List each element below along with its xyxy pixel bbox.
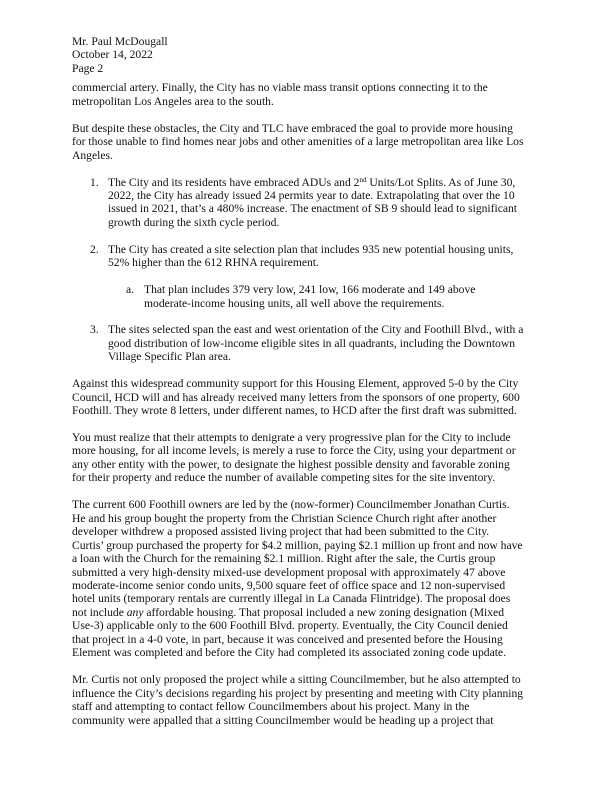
text-line: growth during the sixth cycle period. [108,215,280,229]
list-number: 2. [90,242,99,256]
sub-list-item-income-levels [72,283,550,310]
text-line: But despite these obstacles, the City and TLC have embraced the goal to provide more housing [72,121,513,135]
paragraph-transit [72,81,550,108]
text-run: The City and its residents have embraced ADUs and 2 [108,175,360,189]
text-line: You must realize that their attempts to denigrate a very progressive plan for the City to include [72,431,511,445]
list-number: 1. [90,175,99,189]
list-item-adus [72,176,550,230]
text-line: moderate-income senior condo units, 9,500 square feet of office space and 12 non-supervised [72,579,506,592]
text-line: any other entity with the power, to designate the highest possible density and favorable zoning [72,457,510,471]
text-line: a loan with the Church for the remaining $2.1 million. Right after the sale, the Curtis group [72,552,496,566]
letter-header [72,35,550,75]
text-line: Curtis’ group purchased the property for $4.2 million, paying $2.1 million up front and now have [72,538,523,552]
text-line: that project in a 4-0 vote, in part, because it was conceived and presented before the Housing [72,632,503,646]
text-run: affordable housing. That proposal included a new zoning designation (Mixed [143,605,505,619]
emphasized-text: any [126,605,144,619]
superscript: nd [359,175,367,184]
text-run: not include [72,605,127,619]
text-line: metropolitan Los Angeles area to the south. [72,94,274,108]
text-line [72,606,550,619]
text-line: community were appalled that a sitting Councilmember would be heading up a project that [72,713,494,727]
text-line: hotel units (temporary rentals are currently illegal in La Canada Flintridge). The proposal does [72,592,511,606]
text-line: Foothill. They wrote 8 letters, under different names, to HCD after the first draft was submitted. [72,404,517,418]
text-line: influence the City’s decisions regarding his project by presenting and meeting with City planning [72,686,524,700]
letter-date: October 14, 2022 [72,48,153,62]
text-line: Mr. Curtis not only proposed the project while a sitting Councilmember, but he also attempted to [72,673,521,687]
text-run: Units/Lot Splits. As of June 30, [366,175,516,189]
text-line [108,176,550,189]
paragraph-owners [72,498,550,659]
paragraph-ruse [72,431,550,485]
text-line: That plan includes 379 very low, 241 low, 166 moderate and 149 above [144,283,476,297]
text-line: He and his group bought the property from the Christian Science Church right after another [72,511,497,525]
text-line: 52% higher than the 612 RHNA requirement. [108,256,319,270]
text-line: Element was completed and before the City had completed its associated zoning code update. [72,646,506,660]
page-number: Page 2 [72,61,104,75]
list-item-site-selection [72,243,550,270]
text-line: submitted a very high-density mixed-use development proposal with approximately 47 above [72,565,506,579]
list-item-site-distribution [72,323,550,363]
text-line: The sites selected span the east and west orientation of the City and Foothill Blvd., with a [108,323,524,337]
paragraph-community-support [72,377,550,417]
paragraph-obstacles [72,122,550,162]
text-line: for those unable to find homes near jobs and other amenities of a large metropolitan area like Los [72,135,524,149]
sub-list-letter: a. [126,283,135,297]
recipient-name: Mr. Paul McDougall [72,35,168,48]
text-line: Village Specific Plan area. [108,350,231,364]
text-line: Council, HCD will and has already received many letters from the sponsors of one property, 600 [72,390,520,404]
text-line: more housing, for all income levels, is merely a ruse to force the City, using your department or [72,444,516,458]
text-line: The current 600 Foothill owners are led by the (now-former) Councilmember Jonathan Curtis. [72,498,510,512]
text-line: for their property and reduce the number of available competing sites for the site inventory. [72,471,496,485]
letter-page [72,35,550,740]
text-line: developer withdrew a proposed assisted living project that had been submitted to the City. [72,525,490,539]
text-line: staff and attempting to contact fellow Councilmembers about his project. Many in the [72,700,470,714]
text-line: good distribution of low-income eligible sites in all quadrants, including the Downtown [108,336,516,350]
text-line: issued in 2021, that’s a 480% increase. The enactment of SB 9 should lead to significant [108,202,518,216]
text-line: commercial artery. Finally, the City has no viable mass transit options connecting it to the [72,81,488,95]
text-line: Angeles. [72,148,113,162]
list-number: 3. [90,323,99,337]
text-line: 2022, the City has already issued 24 permits year to date. Extrapolating that over the 10 [108,188,515,202]
text-line: The City has created a site selection plan that includes 935 new potential housing units, [108,242,514,256]
paragraph-curtis-influence [72,673,550,727]
text-line: moderate-income housing units, all well above the requirements. [144,296,445,310]
text-line: Use-3) applicable only to the 600 Foothill Blvd. property. Eventually, the City Council denied [72,619,508,633]
text-line: Against this widespread community support for this Housing Element, approved 5-0 by the City [72,377,519,391]
